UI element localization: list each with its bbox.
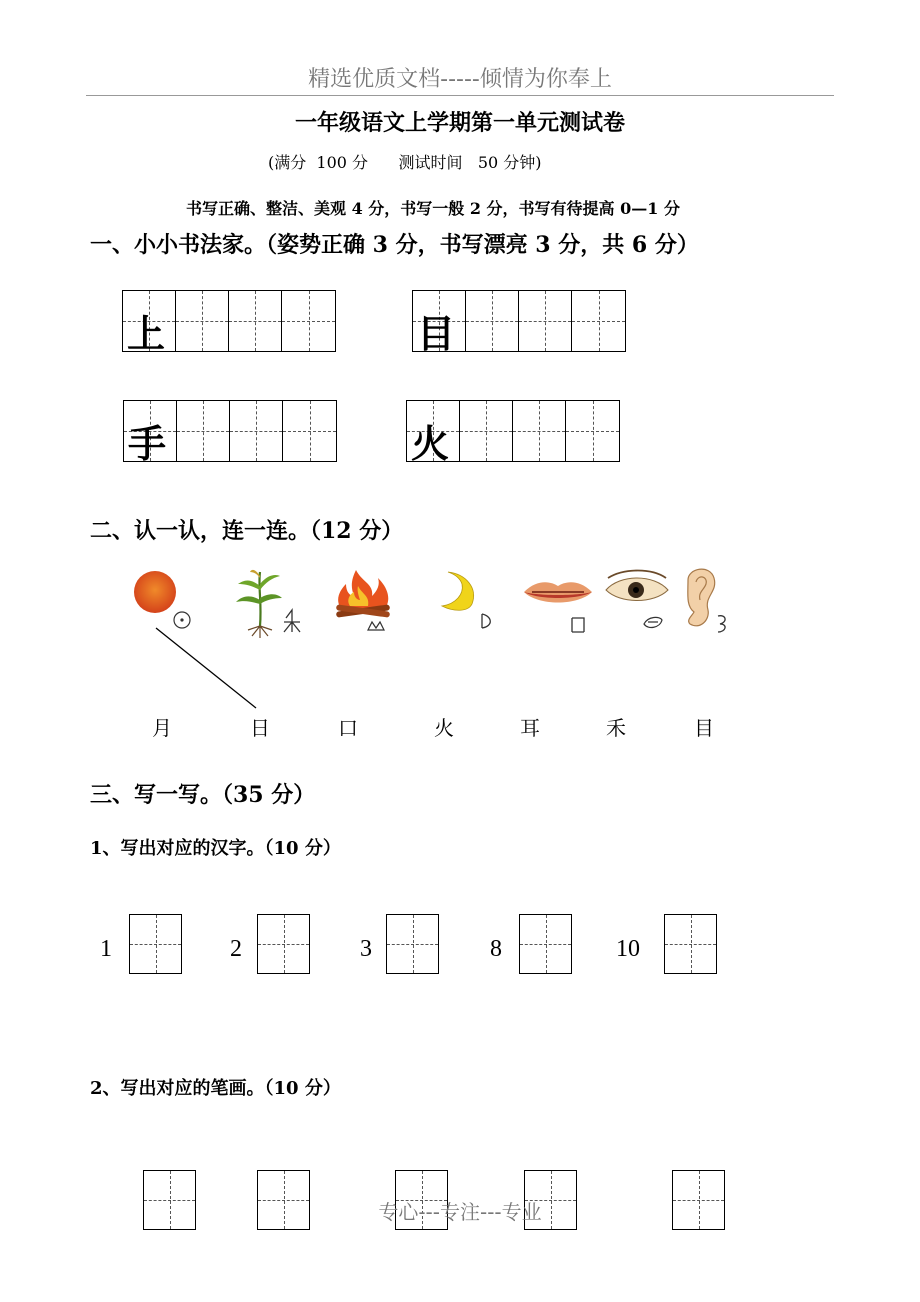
writing-grid-row <box>406 400 620 466</box>
header-divider <box>86 95 834 96</box>
handwriting-note: 书写正确、整洁、美观 4 分，书写一般 2 分，书写有待提高 0—1 分 <box>186 199 680 218</box>
section2-heading: 二、认一认，连一连。（12 分） <box>90 518 404 544</box>
exam-info: (满分 100 分 测试时间 50 分钟) <box>268 153 542 172</box>
writing-cell[interactable] <box>230 401 283 461</box>
writing-cell[interactable] <box>283 401 336 461</box>
match-char[interactable]: 耳 <box>520 716 540 740</box>
page-footer: 专心---专注---专业 <box>378 1200 542 1224</box>
match-char[interactable]: 禾 <box>606 716 626 740</box>
writing-grid-row <box>122 290 336 356</box>
fire-icon[interactable] <box>322 566 422 640</box>
model-character: 火 <box>411 422 450 466</box>
answer-box[interactable] <box>519 914 572 974</box>
writing-cell[interactable] <box>282 291 335 351</box>
model-character: 手 <box>128 422 167 466</box>
writing-cell[interactable] <box>229 291 282 351</box>
writing-cell[interactable] <box>513 401 566 461</box>
number-label: 3 <box>360 936 372 962</box>
page-title: 一年级语文上学期第一单元测试卷 <box>294 110 625 136</box>
q2-heading: 2、写出对应的笔画。（10 分） <box>90 1078 341 1099</box>
writing-cell[interactable] <box>519 291 572 351</box>
ear-icon[interactable] <box>676 566 776 640</box>
answer-box[interactable] <box>664 914 717 974</box>
writing-cell[interactable] <box>123 291 176 356</box>
match-char[interactable]: 月 <box>152 716 172 740</box>
writing-cell[interactable] <box>177 401 230 461</box>
match-char[interactable]: 日 <box>250 716 270 740</box>
model-character: 上 <box>127 312 166 356</box>
model-character: 目 <box>417 312 456 356</box>
number-label: 2 <box>230 936 242 962</box>
answer-box[interactable] <box>129 914 182 974</box>
section3-heading: 三、写一写。（35 分） <box>90 782 316 808</box>
moon-icon[interactable] <box>422 566 522 640</box>
number-label: 1 <box>100 936 112 962</box>
writing-cell[interactable] <box>124 401 177 466</box>
section1-heading: 一、小小书法家。（姿势正确 3 分，书写漂亮 3 分，共 6 分） <box>90 232 699 258</box>
number-label: 10 <box>616 936 640 962</box>
match-char[interactable]: 火 <box>434 716 454 740</box>
answer-box[interactable] <box>386 914 439 974</box>
writing-cell[interactable] <box>460 401 513 461</box>
writing-cell[interactable] <box>176 291 229 351</box>
writing-cell[interactable] <box>572 291 625 351</box>
writing-grid-row <box>412 290 626 356</box>
writing-cell[interactable] <box>413 291 466 356</box>
writing-cell[interactable] <box>466 291 519 351</box>
q1-heading: 1、写出对应的汉字。（10 分） <box>90 838 341 859</box>
writing-cell[interactable] <box>407 401 460 466</box>
answer-box[interactable] <box>257 914 310 974</box>
number-label: 8 <box>490 936 502 962</box>
writing-grid-row <box>123 400 337 466</box>
page-header: 精选优质文档-----倾情为你奉上 <box>308 67 612 92</box>
match-char[interactable]: 口 <box>338 716 358 740</box>
writing-cell[interactable] <box>566 401 619 461</box>
match-char[interactable]: 目 <box>694 716 714 740</box>
